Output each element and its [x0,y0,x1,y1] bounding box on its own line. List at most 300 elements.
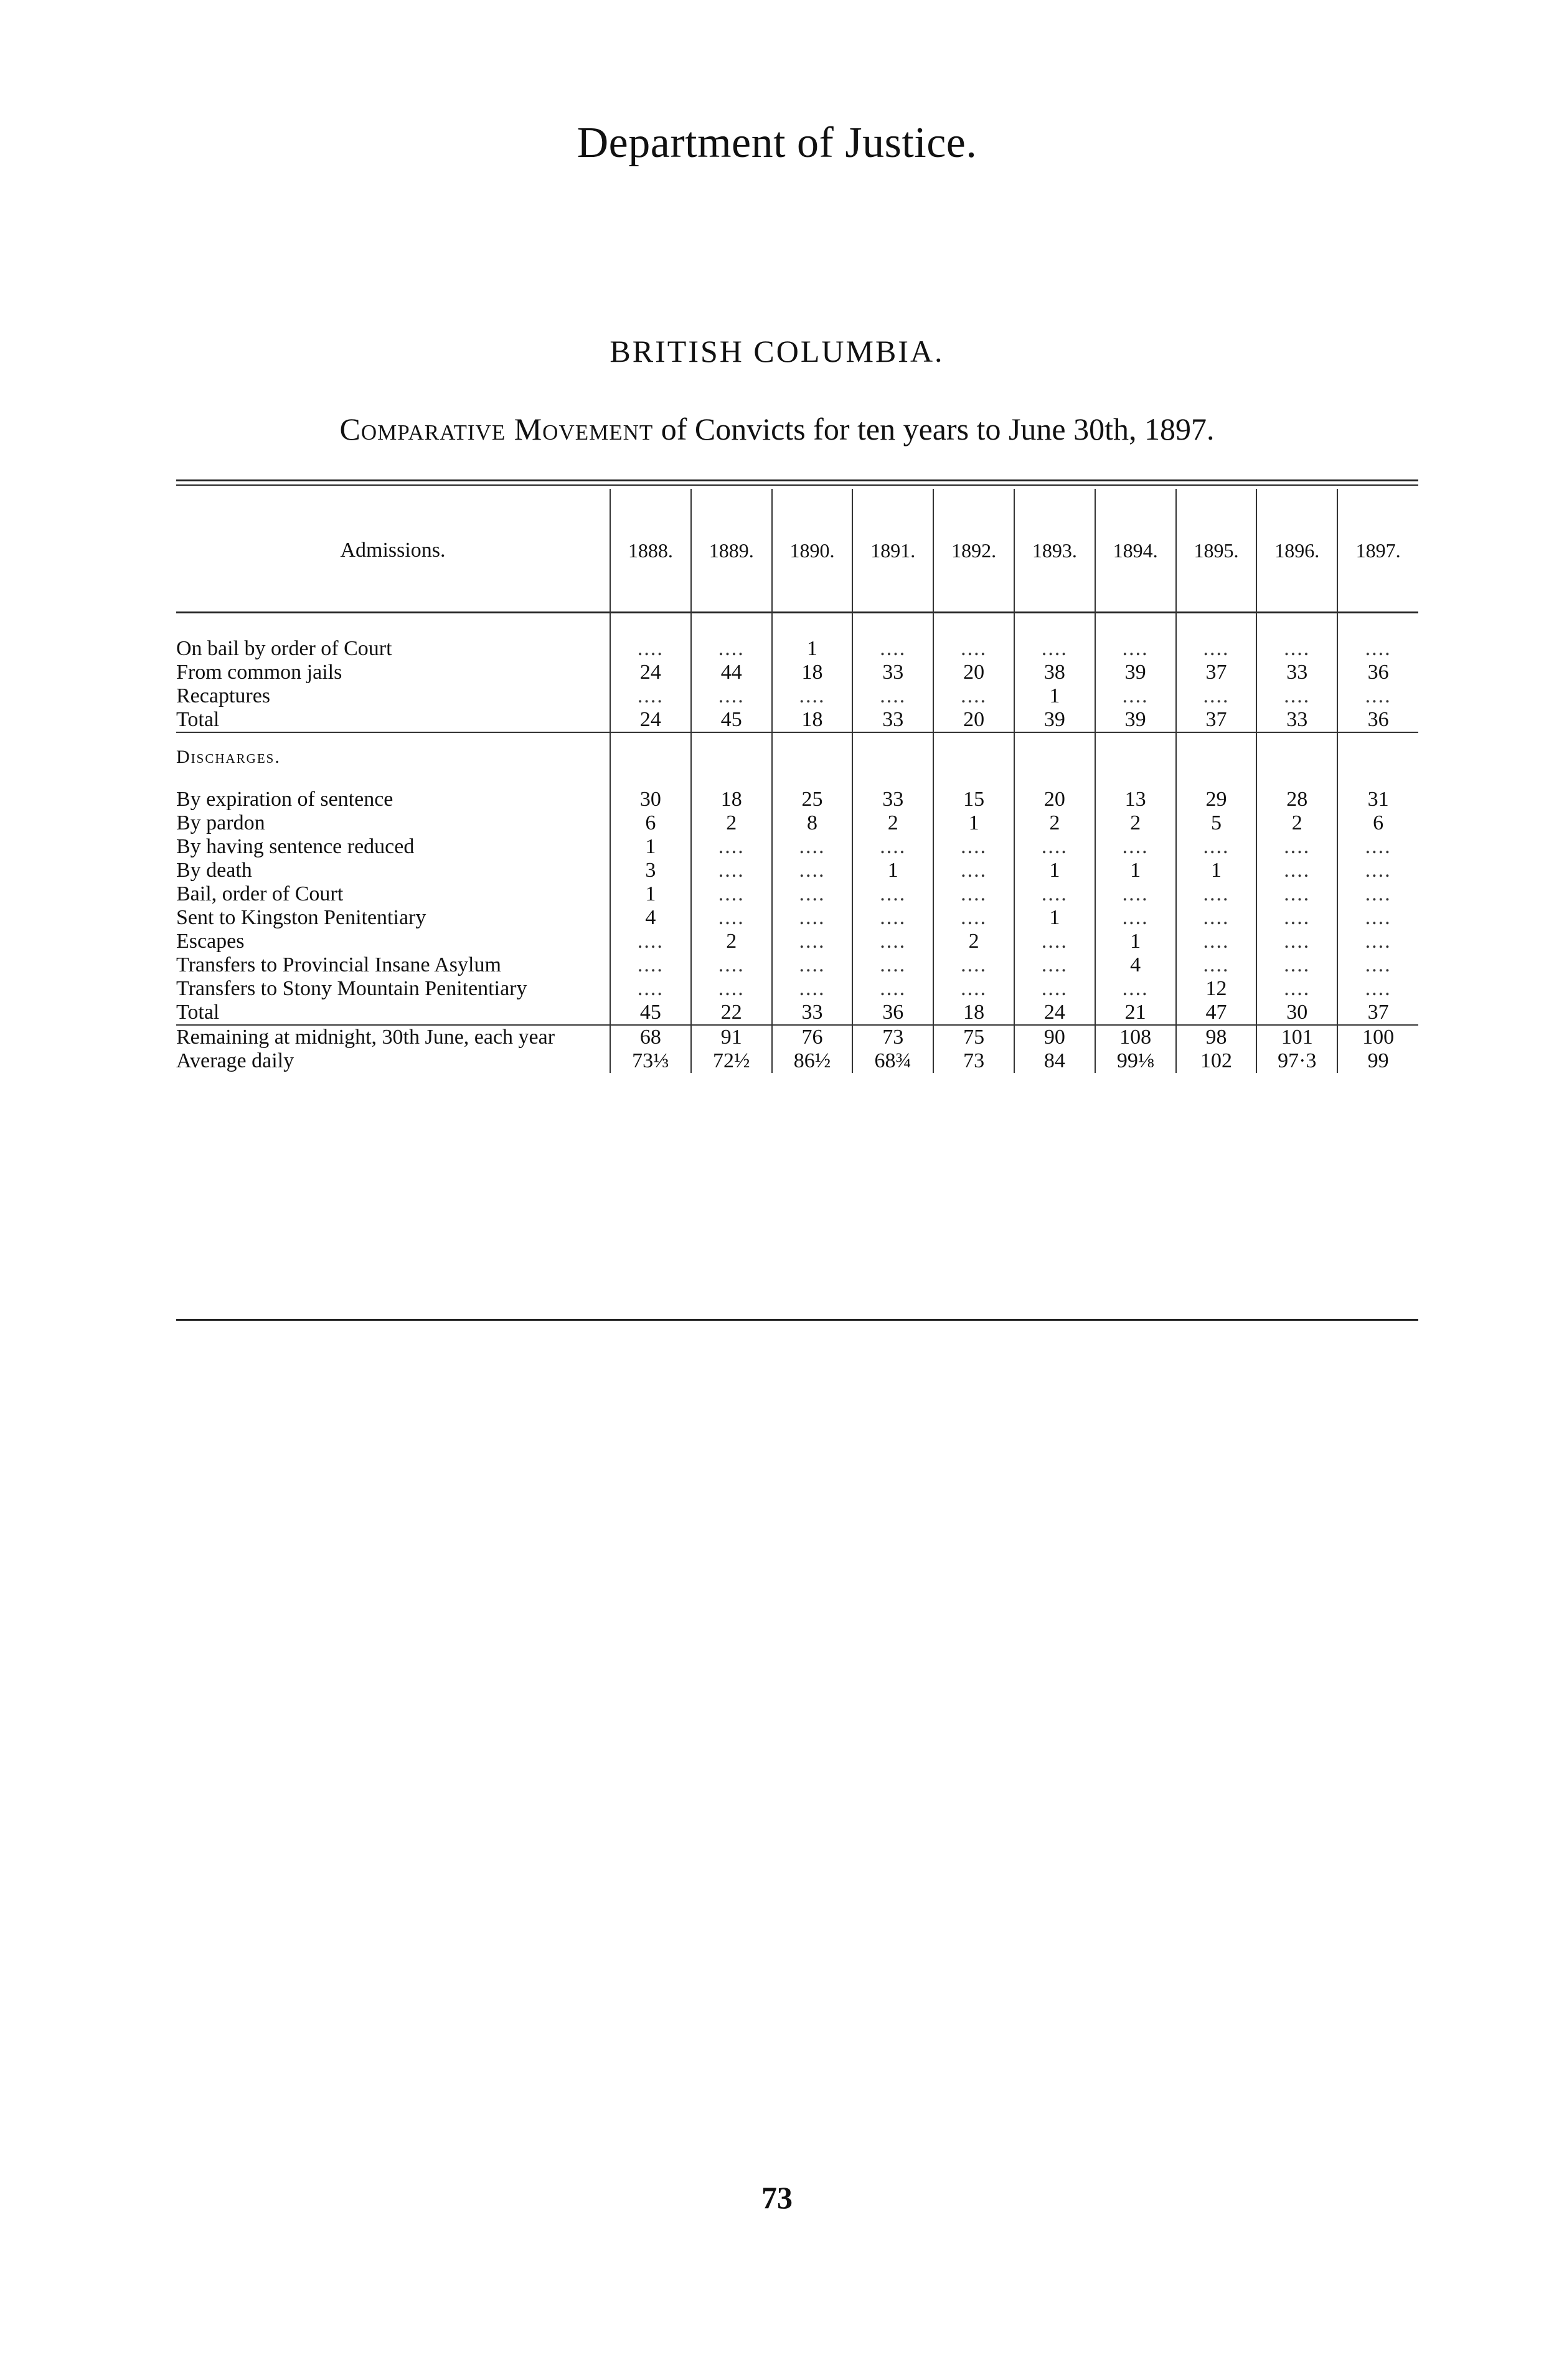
leader-dots: .... [1203,637,1230,660]
value-cell: 13 [1095,788,1176,811]
leader-dots: .... [1365,684,1392,707]
remaining-row [176,1025,1418,1049]
value-cell [1337,637,1418,661]
row-label: By having sentence reduced [176,835,415,858]
leader-dots: .... [718,684,745,707]
leader-dots: .... [1041,637,1068,660]
page-number: 73 [761,2180,793,2215]
value-cell: 2 [852,811,933,835]
value-cell: 24 [610,661,691,684]
spacer-row [176,612,1418,637]
value-cell: 101 [1256,1025,1337,1049]
value-cell: 37 [1176,708,1257,732]
value-cell [852,684,933,708]
empty-cell [1095,732,1176,769]
empty-cell [933,732,1014,769]
value-cell [1337,906,1418,930]
row-label: Average daily [176,1049,294,1072]
leader-dots: .... [799,859,826,882]
spacer-cell [610,769,691,788]
value-cell: 25 [772,788,853,811]
leader-dots: .... [1284,637,1311,660]
value-cell: 21 [1095,1001,1176,1025]
value-cell: 36 [852,1001,933,1025]
value-cell [933,684,1014,708]
table-top-rule-inner [176,484,1418,486]
value-cell [610,637,691,661]
leader-dots: .... [880,835,906,858]
admission-row [176,637,1418,661]
value-cell [1176,953,1257,977]
table-caption [0,411,1554,447]
caption-lead: Comparative Movement [339,412,654,446]
leader-dots: .... [718,977,745,1000]
value-cell [1095,882,1176,906]
leader-dots: .... [961,977,987,1000]
leader-dots: .... [880,882,906,905]
leader-dots: .... [880,906,906,929]
leader-dots: .... [1203,882,1230,905]
value-cell: 45 [610,1001,691,1025]
leader-dots: .... [1365,906,1392,929]
value-cell [610,930,691,953]
value-cell: 73 [852,1025,933,1049]
row-label: By expiration of sentence [176,788,393,811]
value-cell [1014,953,1095,977]
leader-dots: .... [718,859,745,882]
leader-dots: .... [637,953,664,976]
value-cell [691,835,772,859]
value-cell: 30 [1256,1001,1337,1025]
spacer-cell [1014,612,1095,637]
value-cell [933,882,1014,906]
empty-cell [852,732,933,769]
table-bottom-rule [176,1319,1418,1321]
discharge-row [176,977,1418,1001]
value-cell [1176,906,1257,930]
row-label: On bail by order of Court [176,637,392,660]
row-label: Escapes [176,930,245,953]
value-cell: 33 [852,788,933,811]
value-cell [1256,953,1337,977]
value-cell [852,637,933,661]
year-header: 1889. [691,489,772,612]
leader-dots: .... [1365,637,1392,660]
leader-dots: .... [880,637,906,660]
value-cell [691,977,772,1001]
row-label: Total [176,708,610,732]
value-cell: 39 [1095,708,1176,732]
value-cell: 108 [1095,1025,1176,1049]
value-cell: 102 [1176,1049,1257,1073]
value-cell: 12 [1176,977,1257,1001]
value-cell [1337,977,1418,1001]
spacer-row [176,769,1418,788]
admissions-total-row [176,708,1418,732]
year-header: 1892. [933,489,1014,612]
year-header: 1896. [1256,489,1337,612]
value-cell [1014,882,1095,906]
empty-cell [1256,732,1337,769]
section-title: BRITISH COLUMBIA. [610,334,944,369]
spacer-cell [933,612,1014,637]
leader-dots: .... [718,953,745,976]
value-cell [1256,882,1337,906]
value-cell: 91 [691,1025,772,1049]
value-cell: 97·3 [1256,1049,1337,1073]
discharge-row [176,930,1418,953]
value-cell [1337,930,1418,953]
value-cell: 90 [1014,1025,1095,1049]
value-cell [1014,930,1095,953]
year-header: 1888. [610,489,691,612]
leader-dots: .... [1284,684,1311,707]
leader-dots: .... [1284,953,1311,976]
value-cell: 3 [610,859,691,882]
caption-rest: of Convicts for ten years to June 30th, 1897. [653,412,1215,446]
spacer-cell [610,612,691,637]
value-cell: 2 [1095,811,1176,835]
leader-dots: .... [961,882,987,905]
leader-dots: .... [1122,637,1149,660]
leader-dots: .... [1203,684,1230,707]
value-cell [933,859,1014,882]
leader-dots: .... [1122,835,1149,858]
discharge-row [176,859,1418,882]
admissions-header: Admissions. [340,539,446,562]
value-cell [1095,637,1176,661]
value-cell [1176,882,1257,906]
leader-dots: .... [1284,977,1311,1000]
value-cell [691,859,772,882]
leader-dots: .... [880,953,906,976]
leader-dots: .... [799,930,826,953]
value-cell: 15 [933,788,1014,811]
leader-dots: .... [1365,953,1392,976]
value-cell: 72½ [691,1049,772,1073]
value-cell: 2 [691,930,772,953]
admission-row [176,684,1418,708]
spacer-cell [1256,769,1337,788]
value-cell [1256,859,1337,882]
discharges-header: Discharges. [176,747,281,767]
value-cell [772,684,853,708]
row-label: Remaining at midnight, 30th June, each year [176,1026,555,1049]
empty-cell [1337,732,1418,769]
discharge-row [176,835,1418,859]
spacer-cell [852,769,933,788]
value-cell [1256,637,1337,661]
row-label: Sent to Kingston Penitentiary [176,906,426,929]
leader-dots: .... [1041,953,1068,976]
leader-dots: .... [961,953,987,976]
value-cell [852,930,933,953]
value-cell: 33 [852,661,933,684]
discharges-header-row [176,732,1418,769]
spacer-cell [1176,769,1257,788]
value-cell [772,835,853,859]
discharge-row [176,882,1418,906]
leader-dots: .... [1203,953,1230,976]
value-cell: 1 [1014,859,1095,882]
value-cell: 1 [933,811,1014,835]
row-label: By death [176,859,252,882]
value-cell [1095,906,1176,930]
value-cell [691,953,772,977]
value-cell [1176,835,1257,859]
value-cell: 18 [691,788,772,811]
value-cell: 18 [772,708,853,732]
spacer-cell [772,769,853,788]
value-cell: 39 [1014,708,1095,732]
leader-dots: .... [799,977,826,1000]
spacer-cell [176,769,610,788]
leader-dots: .... [1284,930,1311,953]
header-row [176,489,1418,612]
value-cell: 1 [610,882,691,906]
spacer-cell [1014,769,1095,788]
value-cell: 33 [852,708,933,732]
leader-dots: .... [961,835,987,858]
value-cell: 4 [610,906,691,930]
average-row [176,1049,1418,1073]
value-cell: 68 [610,1025,691,1049]
spacer-cell [176,612,610,637]
leader-dots: .... [718,882,745,905]
row-label: Transfers to Stony Mountain Penitentiary [176,977,527,1000]
spacer-cell [1095,612,1176,637]
leader-dots: .... [961,859,987,882]
empty-cell [1014,732,1095,769]
value-cell: 36 [1337,708,1418,732]
leader-dots: .... [961,684,987,707]
value-cell [933,906,1014,930]
leader-dots: .... [961,906,987,929]
value-cell: 68¾ [852,1049,933,1073]
value-cell [1256,930,1337,953]
value-cell: 30 [610,788,691,811]
value-cell [772,953,853,977]
leader-dots: .... [637,930,664,953]
value-cell [852,835,933,859]
value-cell: 47 [1176,1001,1257,1025]
leader-dots: .... [1041,930,1068,953]
value-cell [1337,684,1418,708]
year-header: 1894. [1095,489,1176,612]
value-cell: 31 [1337,788,1418,811]
value-cell: 24 [1014,1001,1095,1025]
value-cell: 2 [691,811,772,835]
empty-cell [610,732,691,769]
value-cell: 20 [933,661,1014,684]
leader-dots: .... [799,906,826,929]
leader-dots: .... [1284,906,1311,929]
value-cell [1095,684,1176,708]
value-cell [1176,684,1257,708]
value-cell: 33 [1256,661,1337,684]
row-label: Bail, order of Court [176,882,344,905]
leader-dots: .... [880,684,906,707]
value-cell [1256,906,1337,930]
value-cell: 86½ [772,1049,853,1073]
value-cell: 33 [772,1001,853,1025]
value-cell [691,906,772,930]
value-cell [1095,835,1176,859]
value-cell [1256,977,1337,1001]
value-cell: 37 [1337,1001,1418,1025]
value-cell [933,977,1014,1001]
spacer-cell [1256,612,1337,637]
spacer-cell [691,769,772,788]
value-cell: 37 [1176,661,1257,684]
value-cell [772,977,853,1001]
value-cell: 4 [1095,953,1176,977]
value-cell [610,977,691,1001]
leader-dots: .... [1365,882,1392,905]
leader-dots: .... [1203,930,1230,953]
leader-dots: .... [718,835,745,858]
value-cell: 76 [772,1025,853,1049]
value-cell [610,684,691,708]
value-cell [1337,882,1418,906]
value-cell [852,953,933,977]
leader-dots: .... [1284,859,1311,882]
value-cell [1014,637,1095,661]
value-cell [691,684,772,708]
leader-dots: .... [880,930,906,953]
value-cell: 45 [691,708,772,732]
leader-dots: .... [1041,977,1068,1000]
leader-dots: .... [637,684,664,707]
value-cell: 33 [1256,708,1337,732]
leader-dots: .... [1365,835,1392,858]
value-cell [1256,835,1337,859]
year-header: 1891. [852,489,933,612]
discharge-row [176,953,1418,977]
leader-dots: .... [1365,930,1392,953]
leader-dots: .... [799,684,826,707]
value-cell: 5 [1176,811,1257,835]
leader-dots: .... [1284,882,1311,905]
leader-dots: .... [880,977,906,1000]
discharge-row [176,788,1418,811]
value-cell [1337,835,1418,859]
admission-row [176,661,1418,684]
value-cell: 39 [1095,661,1176,684]
leader-dots: .... [799,882,826,905]
value-cell: 6 [1337,811,1418,835]
value-cell: 2 [1256,811,1337,835]
value-cell: 73 [933,1049,1014,1073]
value-cell [610,953,691,977]
leader-dots: .... [1122,684,1149,707]
row-label: Recaptures [176,684,271,707]
empty-cell [1176,732,1257,769]
row-label: From common jails [176,661,342,684]
row-label: Transfers to Provincial Insane Asylum [176,953,501,976]
page-header: Department of Justice. [577,119,977,167]
value-cell: 22 [691,1001,772,1025]
value-cell [1014,835,1095,859]
value-cell: 84 [1014,1049,1095,1073]
spacer-cell [852,612,933,637]
value-cell: 18 [933,1001,1014,1025]
leader-dots: .... [1203,835,1230,858]
value-cell: 1 [1014,906,1095,930]
value-cell: 6 [610,811,691,835]
value-cell: 20 [1014,788,1095,811]
value-cell: 99 [1337,1049,1418,1073]
spacer-cell [1337,612,1418,637]
value-cell: 36 [1337,661,1418,684]
value-cell [772,882,853,906]
value-cell [1176,930,1257,953]
value-cell: 18 [772,661,853,684]
value-cell [691,882,772,906]
value-cell: 1 [772,637,853,661]
spacer-cell [691,612,772,637]
value-cell [933,835,1014,859]
year-header: 1893. [1014,489,1095,612]
spacer-cell [772,612,853,637]
value-cell [772,906,853,930]
leader-dots: .... [1365,859,1392,882]
value-cell: 1 [610,835,691,859]
table-top-rule [176,479,1418,481]
value-cell: 38 [1014,661,1095,684]
value-cell [1337,859,1418,882]
value-cell: 29 [1176,788,1257,811]
leader-dots: .... [1122,882,1149,905]
value-cell: 28 [1256,788,1337,811]
leader-dots: .... [637,637,664,660]
leader-dots: .... [1284,835,1311,858]
value-cell [852,977,933,1001]
value-cell: 73⅓ [610,1049,691,1073]
value-cell: 20 [933,708,1014,732]
value-cell [1014,977,1095,1001]
value-cell: 8 [772,811,853,835]
value-cell [691,637,772,661]
year-header: 1890. [772,489,853,612]
convict-movement-table [176,489,1418,1073]
leader-dots: .... [961,637,987,660]
value-cell [852,906,933,930]
value-cell [933,637,1014,661]
leader-dots: .... [799,953,826,976]
row-label: Total [176,1001,610,1025]
value-cell [772,859,853,882]
value-cell: 2 [933,930,1014,953]
leader-dots: .... [718,906,745,929]
spacer-cell [1095,769,1176,788]
value-cell [1256,684,1337,708]
value-cell: 2 [1014,811,1095,835]
discharges-total-row [176,1001,1418,1025]
leader-dots: .... [799,835,826,858]
empty-cell [772,732,853,769]
value-cell [852,882,933,906]
spacer-cell [933,769,1014,788]
spacer-cell [1176,612,1257,637]
value-cell: 1 [1014,684,1095,708]
value-cell [1095,977,1176,1001]
value-cell [772,930,853,953]
discharge-row [176,811,1418,835]
leader-dots: .... [1365,977,1392,1000]
value-cell: 1 [1176,859,1257,882]
value-cell: 99⅛ [1095,1049,1176,1073]
